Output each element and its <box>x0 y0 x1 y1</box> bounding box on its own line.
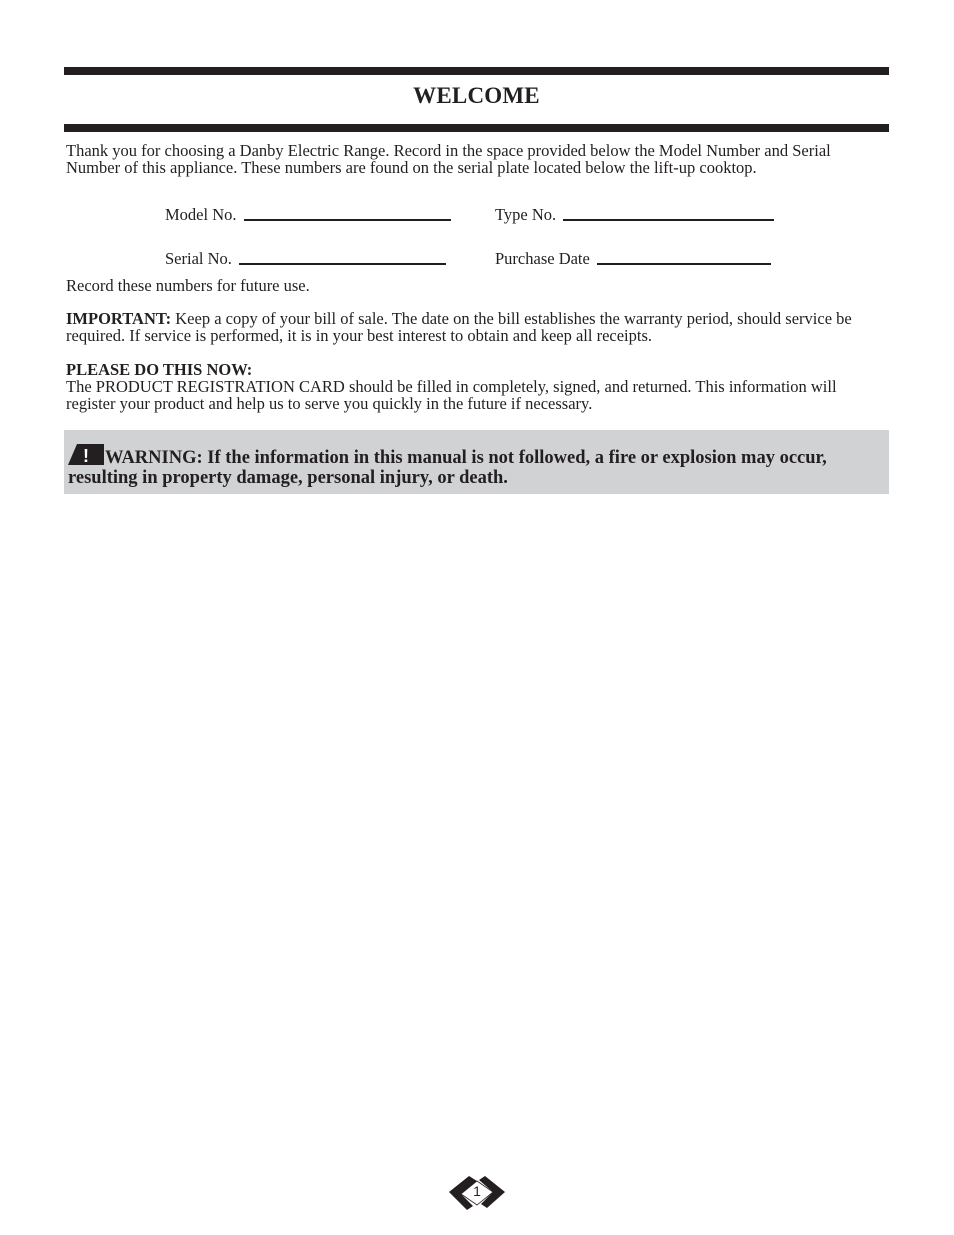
model-number-blank <box>244 219 451 221</box>
warning-paragraph <box>68 444 878 488</box>
page-number: 1 <box>473 1183 481 1199</box>
please-heading: PLEASE DO THIS NOW: <box>66 360 253 379</box>
serial-number-field <box>165 250 446 268</box>
purchase-date-field <box>495 250 771 268</box>
purchase-date-label: Purchase Date <box>495 249 590 268</box>
type-number-blank <box>563 219 774 221</box>
warning-triangle-icon <box>68 444 104 465</box>
please-do-this-now-section <box>66 361 886 412</box>
type-number-label: Type No. <box>495 205 557 224</box>
model-number-field <box>165 206 451 224</box>
model-number-label: Model No. <box>165 205 237 224</box>
svg-text:!: ! <box>83 446 89 465</box>
please-text: The PRODUCT REGISTRATION CARD should be filled in completely, signed, and returned. This information will register your product and help us to serve you quickly in the future if necessary. <box>66 377 837 413</box>
warning-box <box>64 430 889 494</box>
record-note: Record these numbers for future use. <box>66 276 310 295</box>
serial-number-label: Serial No. <box>165 249 232 268</box>
important-label: IMPORTANT: <box>66 309 172 328</box>
page-number-badge <box>447 1172 507 1212</box>
serial-number-blank <box>239 263 446 265</box>
purchase-date-blank <box>597 263 771 265</box>
title-underline-rule <box>64 124 889 132</box>
page-title: WELCOME <box>413 83 540 108</box>
warning-text: WARNING: If the information in this manual is not followed, a fire or explosion may occur, resulting in property damage, personal injury, or death. <box>68 448 827 488</box>
top-rule <box>64 67 889 75</box>
important-paragraph <box>66 310 886 344</box>
intro-paragraph: Thank you for choosing a Danby Electric Range. Record in the space provided below the Model Number and Serial Number of this appliance. These numbers are found on the serial plate located below the lift-up cooktop. <box>66 141 831 177</box>
important-text: Keep a copy of your bill of sale. The date on the bill establishes the warranty period, should service be required. If service is performed, it is in your best interest to obtain and keep all receipts. <box>66 309 852 345</box>
type-number-field <box>495 206 774 224</box>
